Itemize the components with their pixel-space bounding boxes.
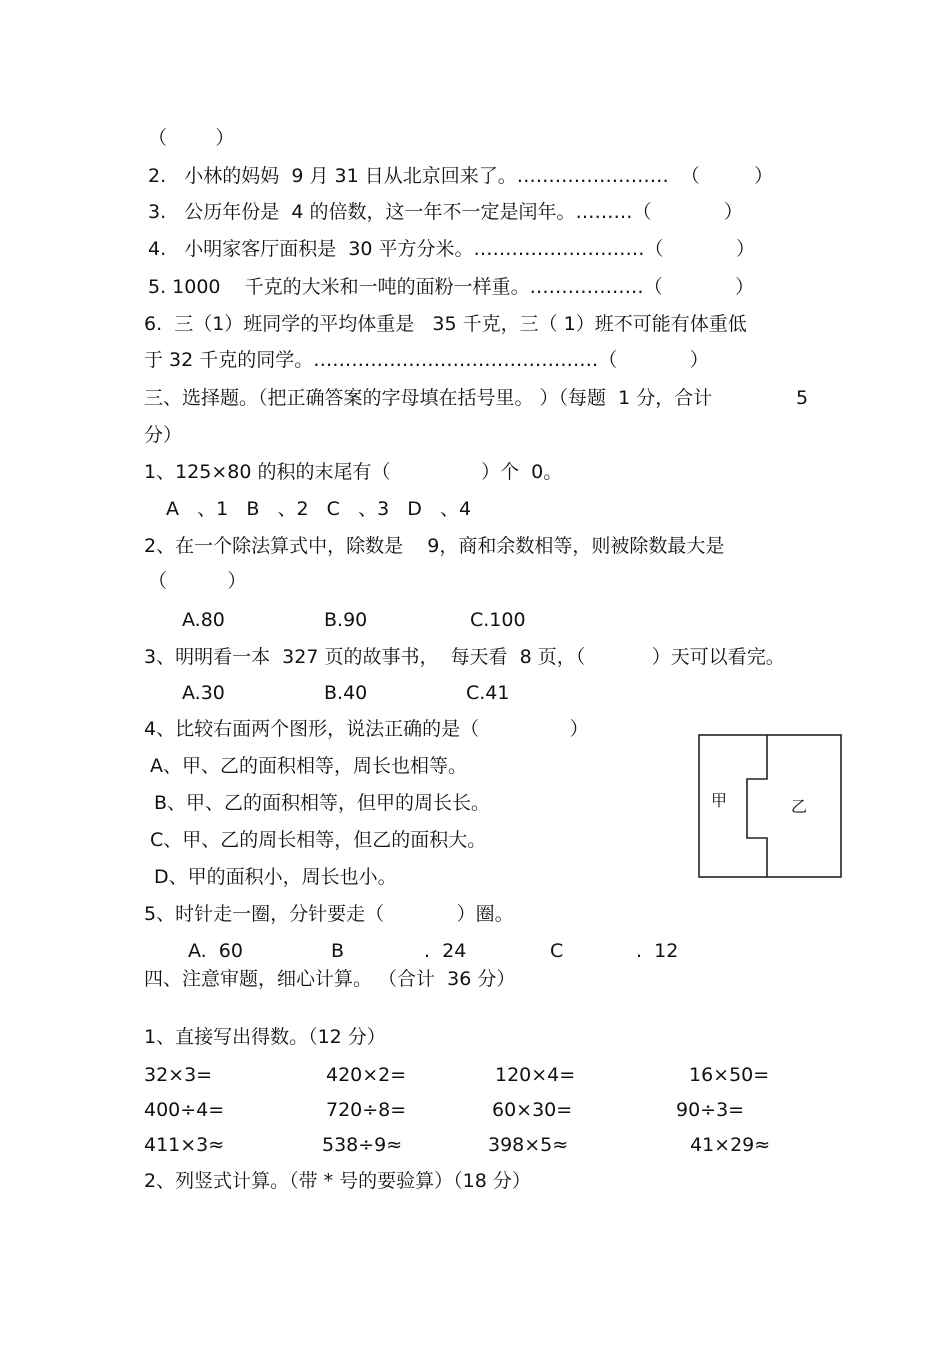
judge-item-2: 2. 小林的妈妈 9 月 31 日从北京回来了。…………………… （ ） [148, 165, 774, 187]
choice-q2-option-b: B.90 [324, 609, 368, 631]
choice-q1: 1、125×80 的积的末尾有（ ）个 0。 [144, 461, 563, 483]
calc-sub2-title: 2、列竖式计算。（带 * 号的要验算）（18 分） [144, 1170, 531, 1192]
judge-item-5: 5. 1000 千克的大米和一吨的面粉一样重。………………（ ） [148, 276, 755, 298]
judge-item-6: 6. 三（1）班同学的平均体重是 35 千克，三（ 1）班不可能有体重低 [144, 313, 747, 335]
choice-q3: 3、明明看一本 327 页的故事书， 每天看 8 页，（ ）天可以看完。 [144, 646, 785, 668]
calc-item: 400÷4= [144, 1099, 225, 1121]
choice-q3-option-a: A.30 [182, 682, 225, 704]
calc-item: 16×50= [689, 1064, 770, 1086]
choice-q5-option-c-value: . 12 [636, 940, 679, 962]
calc-item: 60×30= [492, 1099, 573, 1121]
calc-item: 538÷9≈ [322, 1134, 403, 1156]
choice-q2-option-a: A.80 [182, 609, 225, 631]
choice-q2: 2、在一个除法算式中，除数是 9，商和余数相等，则被除数最大是 [144, 535, 725, 557]
choice-q2-option-c: C.100 [470, 609, 526, 631]
choice-q5: 5、时针走一圈，分针要走（ ）圈。 [144, 903, 514, 925]
figure-label-jia: 甲 [711, 791, 728, 810]
choice-q3-option-c: C.41 [466, 682, 510, 704]
judge-bracket-0: （ ） [148, 127, 235, 149]
choice-q5-option-c-letter: C [550, 940, 564, 962]
choice-q4-option-b: B、甲、乙的面积相等，但甲的周长长。 [154, 792, 491, 814]
choice-q5-option-b-letter: B [331, 940, 345, 962]
figure-label-yi: 乙 [791, 797, 808, 816]
choice-q2-bracket: （ ） [148, 570, 247, 592]
choice-section-header-score: 5 [796, 387, 809, 409]
calc-item: 120×4= [495, 1064, 576, 1086]
calc-sub1-title: 1、直接写出得数。（12 分） [144, 1026, 386, 1048]
judge-item-4: 4. 小明家客厅面积是 30 平方分米。………………………（ ） [148, 238, 756, 260]
choice-section-header-unit: 分） [144, 424, 183, 446]
calc-item: 41×29≈ [690, 1134, 771, 1156]
judge-item-3: 3. 公历年份是 4 的倍数，这一年不一定是闰年。………（ ） [148, 201, 743, 223]
calc-item: 420×2= [326, 1064, 407, 1086]
choice-q1-options: A 、1 B 、2 C 、3 D 、4 [166, 498, 472, 520]
choice-q4-option-a: A、甲、乙的面积相等，周长也相等。 [150, 755, 467, 777]
choice-q4-option-c: C、甲、乙的周长相等，但乙的面积大。 [150, 829, 487, 851]
choice-q3-option-b: B.40 [324, 682, 368, 704]
shape-comparison-figure [698, 734, 844, 880]
choice-section-header: 三、选择题。（把正确答案的字母填在括号里。 ）（每题 1 分，合计 [144, 387, 713, 409]
calc-item: 398×5≈ [488, 1134, 569, 1156]
choice-q5-option-b-value: . 24 [424, 940, 467, 962]
calc-section-header: 四、注意审题，细心计算。 （合计 36 分） [144, 968, 516, 990]
calc-item: 90÷3= [676, 1099, 745, 1121]
judge-item-6-cont: 于 32 千克的同学。………………………………………（ ） [144, 349, 709, 371]
figure-divider-line [747, 735, 767, 877]
calc-item: 32×3= [144, 1064, 213, 1086]
choice-q5-option-a: A. 60 [188, 940, 243, 962]
calc-item: 411×3≈ [144, 1134, 225, 1156]
choice-q4: 4、比较右面两个图形，说法正确的是（ ） [144, 718, 589, 740]
choice-q4-option-d: D、甲的面积小，周长也小。 [154, 866, 397, 888]
calc-item: 720÷8= [326, 1099, 407, 1121]
